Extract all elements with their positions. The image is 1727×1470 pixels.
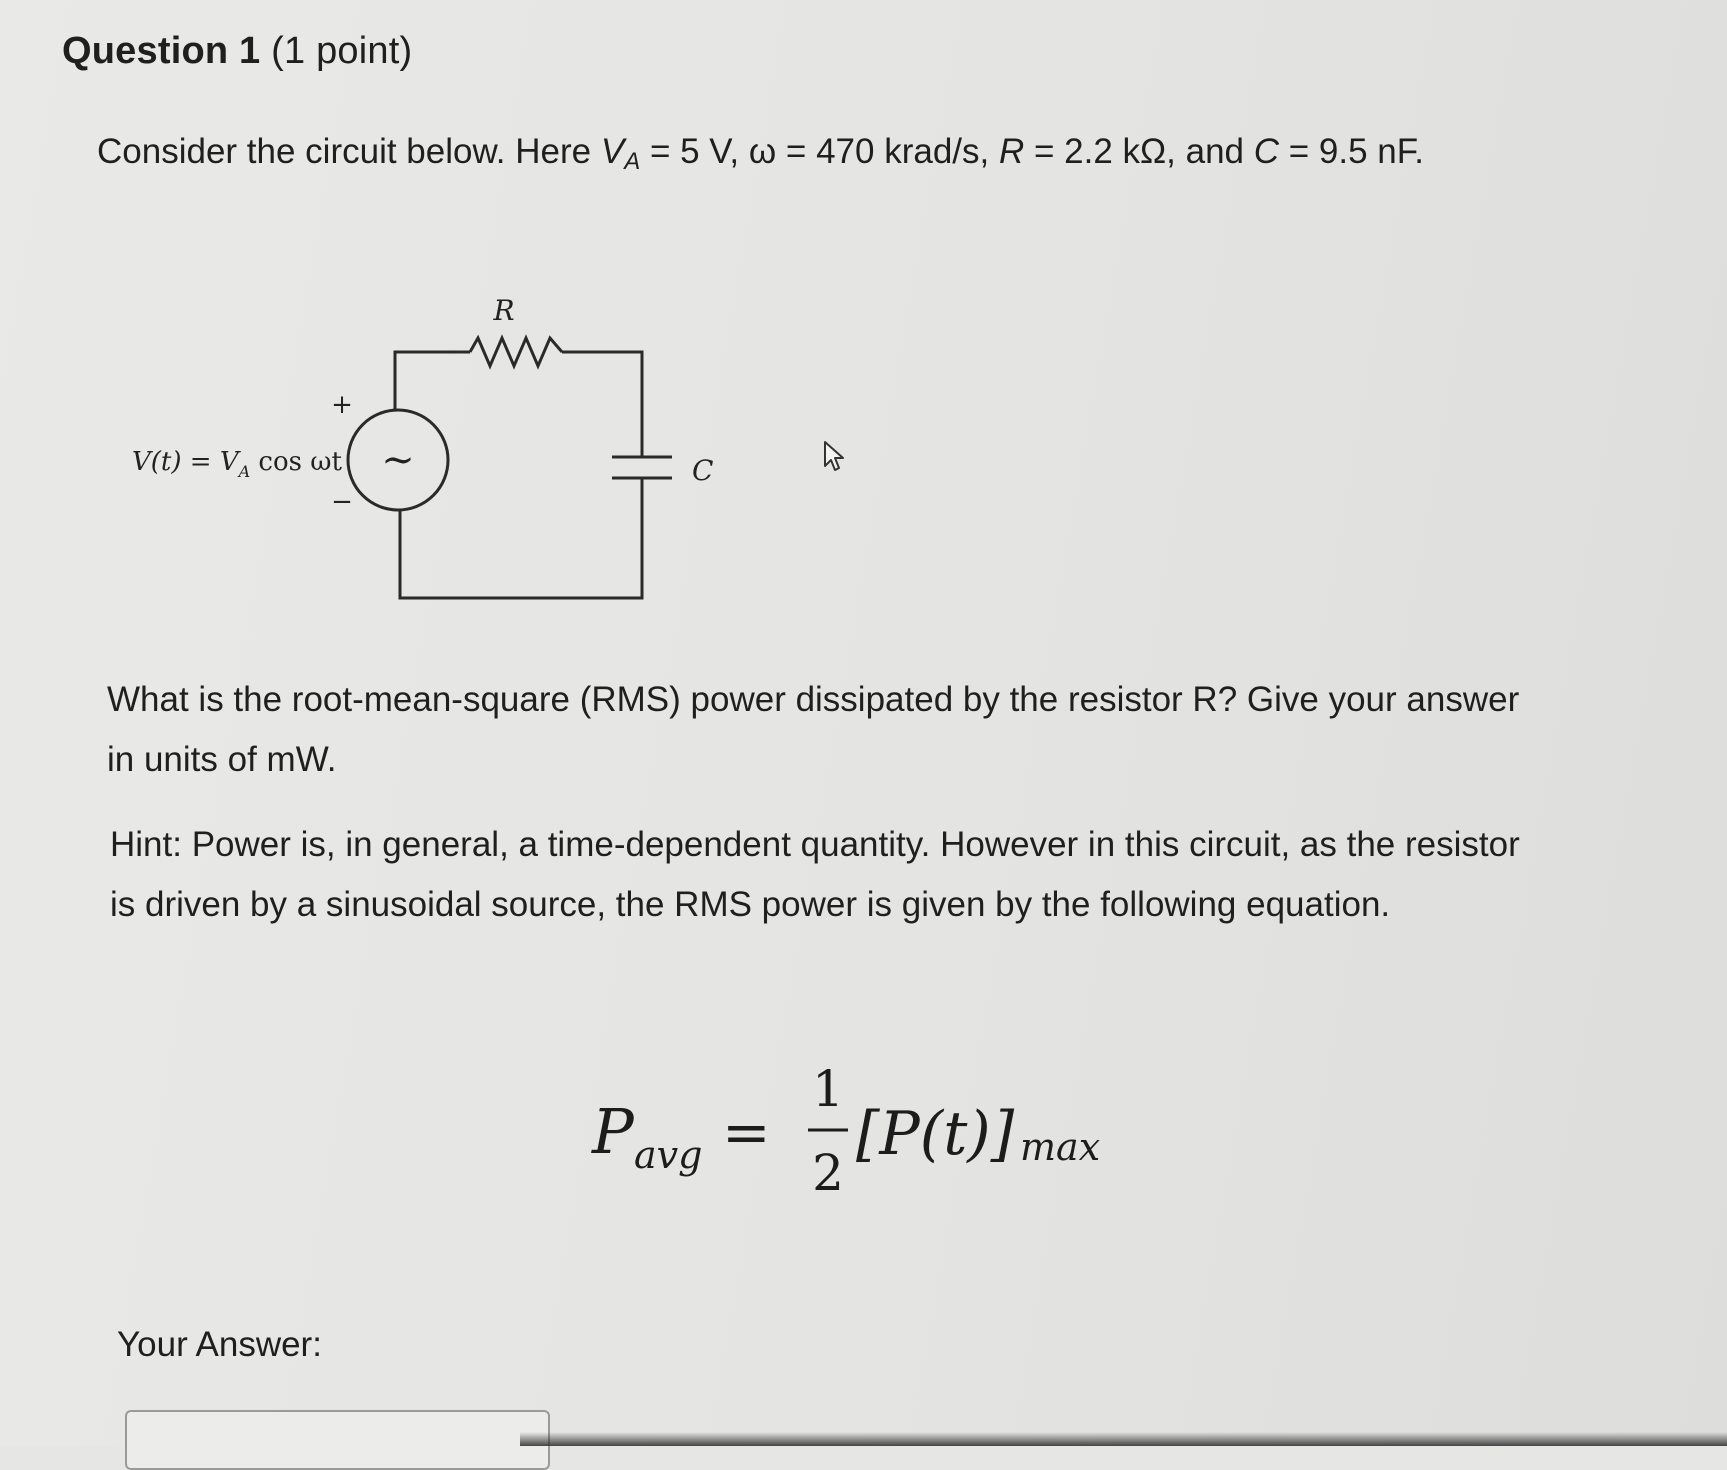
equation-bracket-expression: [P(t)]: [856, 1099, 1015, 1169]
r-symbol: R: [998, 132, 1025, 171]
question-points: (1 point): [271, 30, 413, 72]
source-label-tail: cos ωt: [250, 447, 342, 477]
resistor-label: R: [493, 294, 515, 327]
wire-top-left: [395, 352, 470, 410]
rc-circuit-diagram: [120, 280, 760, 620]
equation-equals: =: [722, 1098, 771, 1166]
answer-input[interactable]: [125, 1410, 550, 1470]
c-value: = 9.5 nF.: [1279, 132, 1424, 171]
va-value: = 5 V, ω = 470 krad/s,: [640, 132, 999, 171]
plus-sign: +: [331, 390, 353, 420]
question-title: Question 1: [62, 30, 261, 72]
capacitor-symbol: [612, 457, 672, 478]
va-symbol: V: [600, 132, 625, 171]
question-text: What is the root-mean-square (RMS) power dissipated by the resistor R? Give your answer in units of mW.: [107, 680, 1520, 779]
c-symbol: C: [1253, 132, 1280, 171]
hint-text: Hint: Power is, in general, a time-dependent quantity. However in this circuit, as the resistor is driven by a sinusoidal source, the RMS power is given by the following equation.: [110, 825, 1520, 924]
equation-lhs-subscript: avg: [634, 1133, 703, 1177]
prompt-intro: Consider the circuit below. Here: [97, 132, 601, 171]
equation-denominator: 2: [812, 1144, 844, 1202]
wire-top-right: [562, 352, 642, 457]
sine-wave-icon: ∼: [381, 437, 415, 483]
equation-rhs-subscript: max: [1020, 1125, 1101, 1169]
source-label-main: V(t) = V: [132, 447, 239, 477]
source-label-subscript: A: [238, 462, 251, 481]
capacitor-label: C: [692, 454, 714, 487]
equation-numerator: 1: [812, 1060, 844, 1118]
wire-bottom: [400, 478, 642, 598]
minus-sign: −: [331, 487, 353, 517]
question-header: [62, 30, 412, 73]
circuit-wires: [395, 352, 642, 598]
r-value: = 2.2 kΩ, and: [1024, 132, 1254, 171]
question-prompt: [97, 120, 1497, 194]
mouse-pointer-icon: [822, 440, 848, 472]
answer-label: Your Answer:: [117, 1325, 322, 1364]
source-label: [132, 447, 342, 481]
resistor-symbol: [470, 338, 562, 366]
rms-power-equation: [590, 1050, 1150, 1210]
equation-lhs: P: [592, 1095, 634, 1168]
screen-bezel-shadow: [520, 1432, 1727, 1446]
va-subscript: A: [624, 148, 641, 175]
